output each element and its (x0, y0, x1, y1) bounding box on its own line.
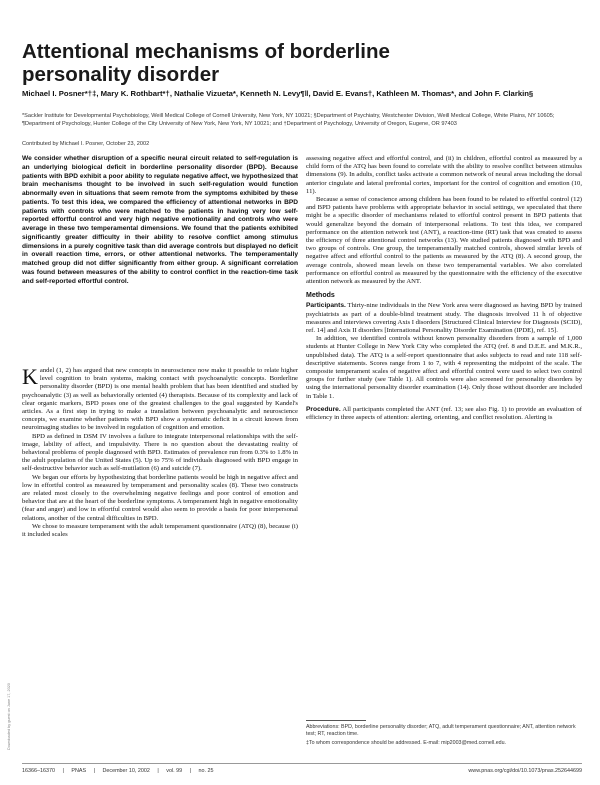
paragraph: In addition, we identified controls without known personality disorders from a sample of 1,000 students at Hunter College in New York City who completed the ATQ (ref. 8 and D.E.E. and M.K.R., unpublished data). The ATQ is a self-report questionnaire that asks subjects to read and rate 118 self-descriptive statements. Scores range from 1 to 7, with 4 representing the midpoint of the scale. The composite temperament scales of negative affect and effortful control were used to select two control groups for further study (see Table 1). All controls were also screened for personality disorders by using the international personality disorder examination (14). Only those without disorder are included in Table 1. (306, 335, 582, 400)
methods-heading: Methods (306, 292, 335, 300)
page-range: 16366–16370 (22, 768, 55, 774)
footnote-divider (306, 720, 366, 721)
affiliations: *Sackler Institute for Developmental Psychobiology, Weill Medical College of Cornell University, New York, NY 10021; §Department of Psychiatry, Westchester Division, Weill Medical College, White Plains, NY 10605; ¶Department of Psychology, Hunter College of the City University of New York, New York, NY 10021; and †Department of Psychology, University of Oregon, Eugene, OR 97403 (22, 113, 555, 127)
issue-number: no. 25 (198, 768, 214, 774)
contributed-line: Contributed by Michael I. Posner, October 23, 2002 (22, 141, 150, 147)
journal-name: PNAS (71, 768, 87, 774)
issue-date: December 10, 2002 (102, 768, 150, 774)
paragraph: assessing negative affect and effortful control, and (ii) in children, effortful control as measured by a child form of the ATQ has been found to correlate with the ability to resolve conflict between stimulus dimensions (9). In adults, conflict tasks activate a common network of neural areas including the dorsal anterior cingulate and lateral prefrontal cortex, important for the control of cognition and emotion (10, 11). (306, 155, 582, 195)
body-column-right (306, 155, 582, 422)
participants-label: Participants. (306, 302, 346, 310)
paragraph-text: andel (1, 2) has argued that new concepts in neuroscience now make it possible to relate higher level cognition to brain systems, making contact with psychoanalytic concepts. Borderline personality disorder (BPD) is one mental health problem that has been identified and studied by psychoanalytic (3) as well as behaviorally oriented (4) therapists. Because of its complexity and lack of clear organic markers, BPD poses one of the greatest challenges to the goal suggested by Kandel's articles. As a first step in trying to make a translation between psychoanalytic and neuroscience concepts, we examine whether patients with BPD show a systematic deficit in a circuit known from neuroimaging studies to be involved in regulation of cognition and emotion. (22, 367, 298, 432)
paragraph-text: All participants completed the ANT (ref. 13; see also Fig. 1) to provide an evaluation of efficiency in three aspects of attention: alerting, orienting, and conflict resolution. Alerting is (306, 405, 582, 422)
abbreviations-footnote: Abbreviations: BPD, borderline personality disorder; ATQ, adult temperament questionnaire; ANT, attention network test; RT, reaction time. (306, 724, 576, 738)
download-watermark (4, 648, 12, 758)
drop-cap: K (22, 364, 38, 389)
paragraph: We chose to measure temperament with the adult temperament questionnaire (ATQ) (8), because (i) it included scales (22, 522, 298, 539)
doi-link[interactable]: www.pnas.org/cgi/doi/10.1073/pnas.252644699 (468, 768, 582, 774)
abstract: We consider whether disruption of a specific neural circuit related to self-regulation is an underlying biological deficit in borderline personality disorder (BPD). Because patients with BPD exhibit a poor ability to regulate negative affect, we hypothesized that brain mechanisms thought to be involved in such self-regulation would function abnormally even in situations that seem remote from the symptoms exhibited by these patients. To test this idea, we compared the efficiency of attentional networks in BPD patients with controls who were matched to the patients in having very low self-reported effortful control and very high negative emotionality and controls who were average in these two temperamental dimensions. We found that the patients exhibited significantly greater difficulty in their ability to resolve conflict among stimulus dimensions in a purely cognitive task than did average controls but displayed no deficit in overall reaction time, errors, or other attentional networks. The temperamentally matched group did not differ significantly from either group. A significant correlation was found between measures of the ability to control conflict in the reaction-time task and self-reported effortful control. (22, 155, 298, 285)
body-column-left (22, 364, 298, 539)
participants-paragraph (306, 302, 582, 335)
volume: vol. 99 (166, 768, 183, 774)
footer-divider (22, 763, 582, 764)
author-list: Michael I. Posner*†‡, Mary K. Rothbart*†, Nathalie Vizueta*, Kenneth N. Levy¶‖, David E. Evans†, Kathleen M. Thomas*, and John F. Clarkin§ (22, 89, 534, 98)
paragraph: We began our efforts by hypothesizing that borderline patients would be high in negative affect and low in effortful control as measured by temperament and personality scales (8). These two constructs are related most closely to the overwhelming negative feelings and poor control of emotion and behavior that are at the heart of the borderline symptoms. A temperament high in negative emotionality (fear and anger) and low in effortful control would also seem to provide a basis for poor interpersonal relations, another of the central difficulties in BPD. (22, 473, 298, 522)
procedure-paragraph (306, 406, 582, 422)
correspondence-footnote: ‡To whom correspondence should be addressed. E-mail: mip2003@med.cornell.edu. (306, 740, 507, 747)
footnotes (306, 724, 582, 750)
footer-citation: 16366–16370 | PNAS | December 10, 2002 | vol. 99 | no. 25 (22, 768, 214, 774)
paragraph-text: Thirty-nine individuals in the New York area were diagnosed as having BPD by trained psychiatrists as part of a double-blind treatment study. The diagnosis involved 11 h of objective measures and interviews covering Axis I disorders [Structured Clinical Interview for Diagnosis (SCID), ref. 14] and Axis II disorders [International Personality Disorder Examination (IPDE), ref. 15]. (306, 302, 582, 335)
procedure-label: Procedure. (306, 405, 341, 413)
paragraph: BPD as defined in DSM IV involves a failure to integrate interpersonal relationships with the self-image, lability of affect, and impulsivity. There is no question about the devastating reality of behavioral problems of people diagnosed with BPD. Estimates of prevalence run from 0.3% to 1.8% in the adult population of the United States (5). Up to 75% of individuals diagnosed with BPD engage in self-destructive behavior such as self-mutilation (6) and suicide (7). (22, 432, 298, 473)
intro-paragraph (22, 364, 298, 433)
watermark-text: Downloaded by guest on June 17, 2020 (7, 683, 11, 750)
paragraph: Because a sense of conscience among children has been found to be related to effortful control (12) and BPD patients have problems with appropriate behavior in social settings, we speculated that there might be a specific disorder of mechanisms related to effortful control present in BPD patients that would generalize beyond the domain of interpersonal relations. To test this idea, we compared performance on the attention network test (ANT), a reaction-time (RT) task that was created to assess the efficiency of three attentional control networks (13). We studied patients diagnosed with BPD and two groups of controls. One group, the temperamentally matched controls, showed similar levels of negative affect and effortful control to the patients as measured by the ATQ (8). A second group, the average controls, showed mean levels on these two temperamental variables. We also correlated performance on effortful control as measured by the questionnaire with the efficiency of the executive attention network as measured by the ANT. (306, 196, 582, 286)
article-title: Attentional mechanisms of borderline personality disorder (22, 40, 390, 86)
